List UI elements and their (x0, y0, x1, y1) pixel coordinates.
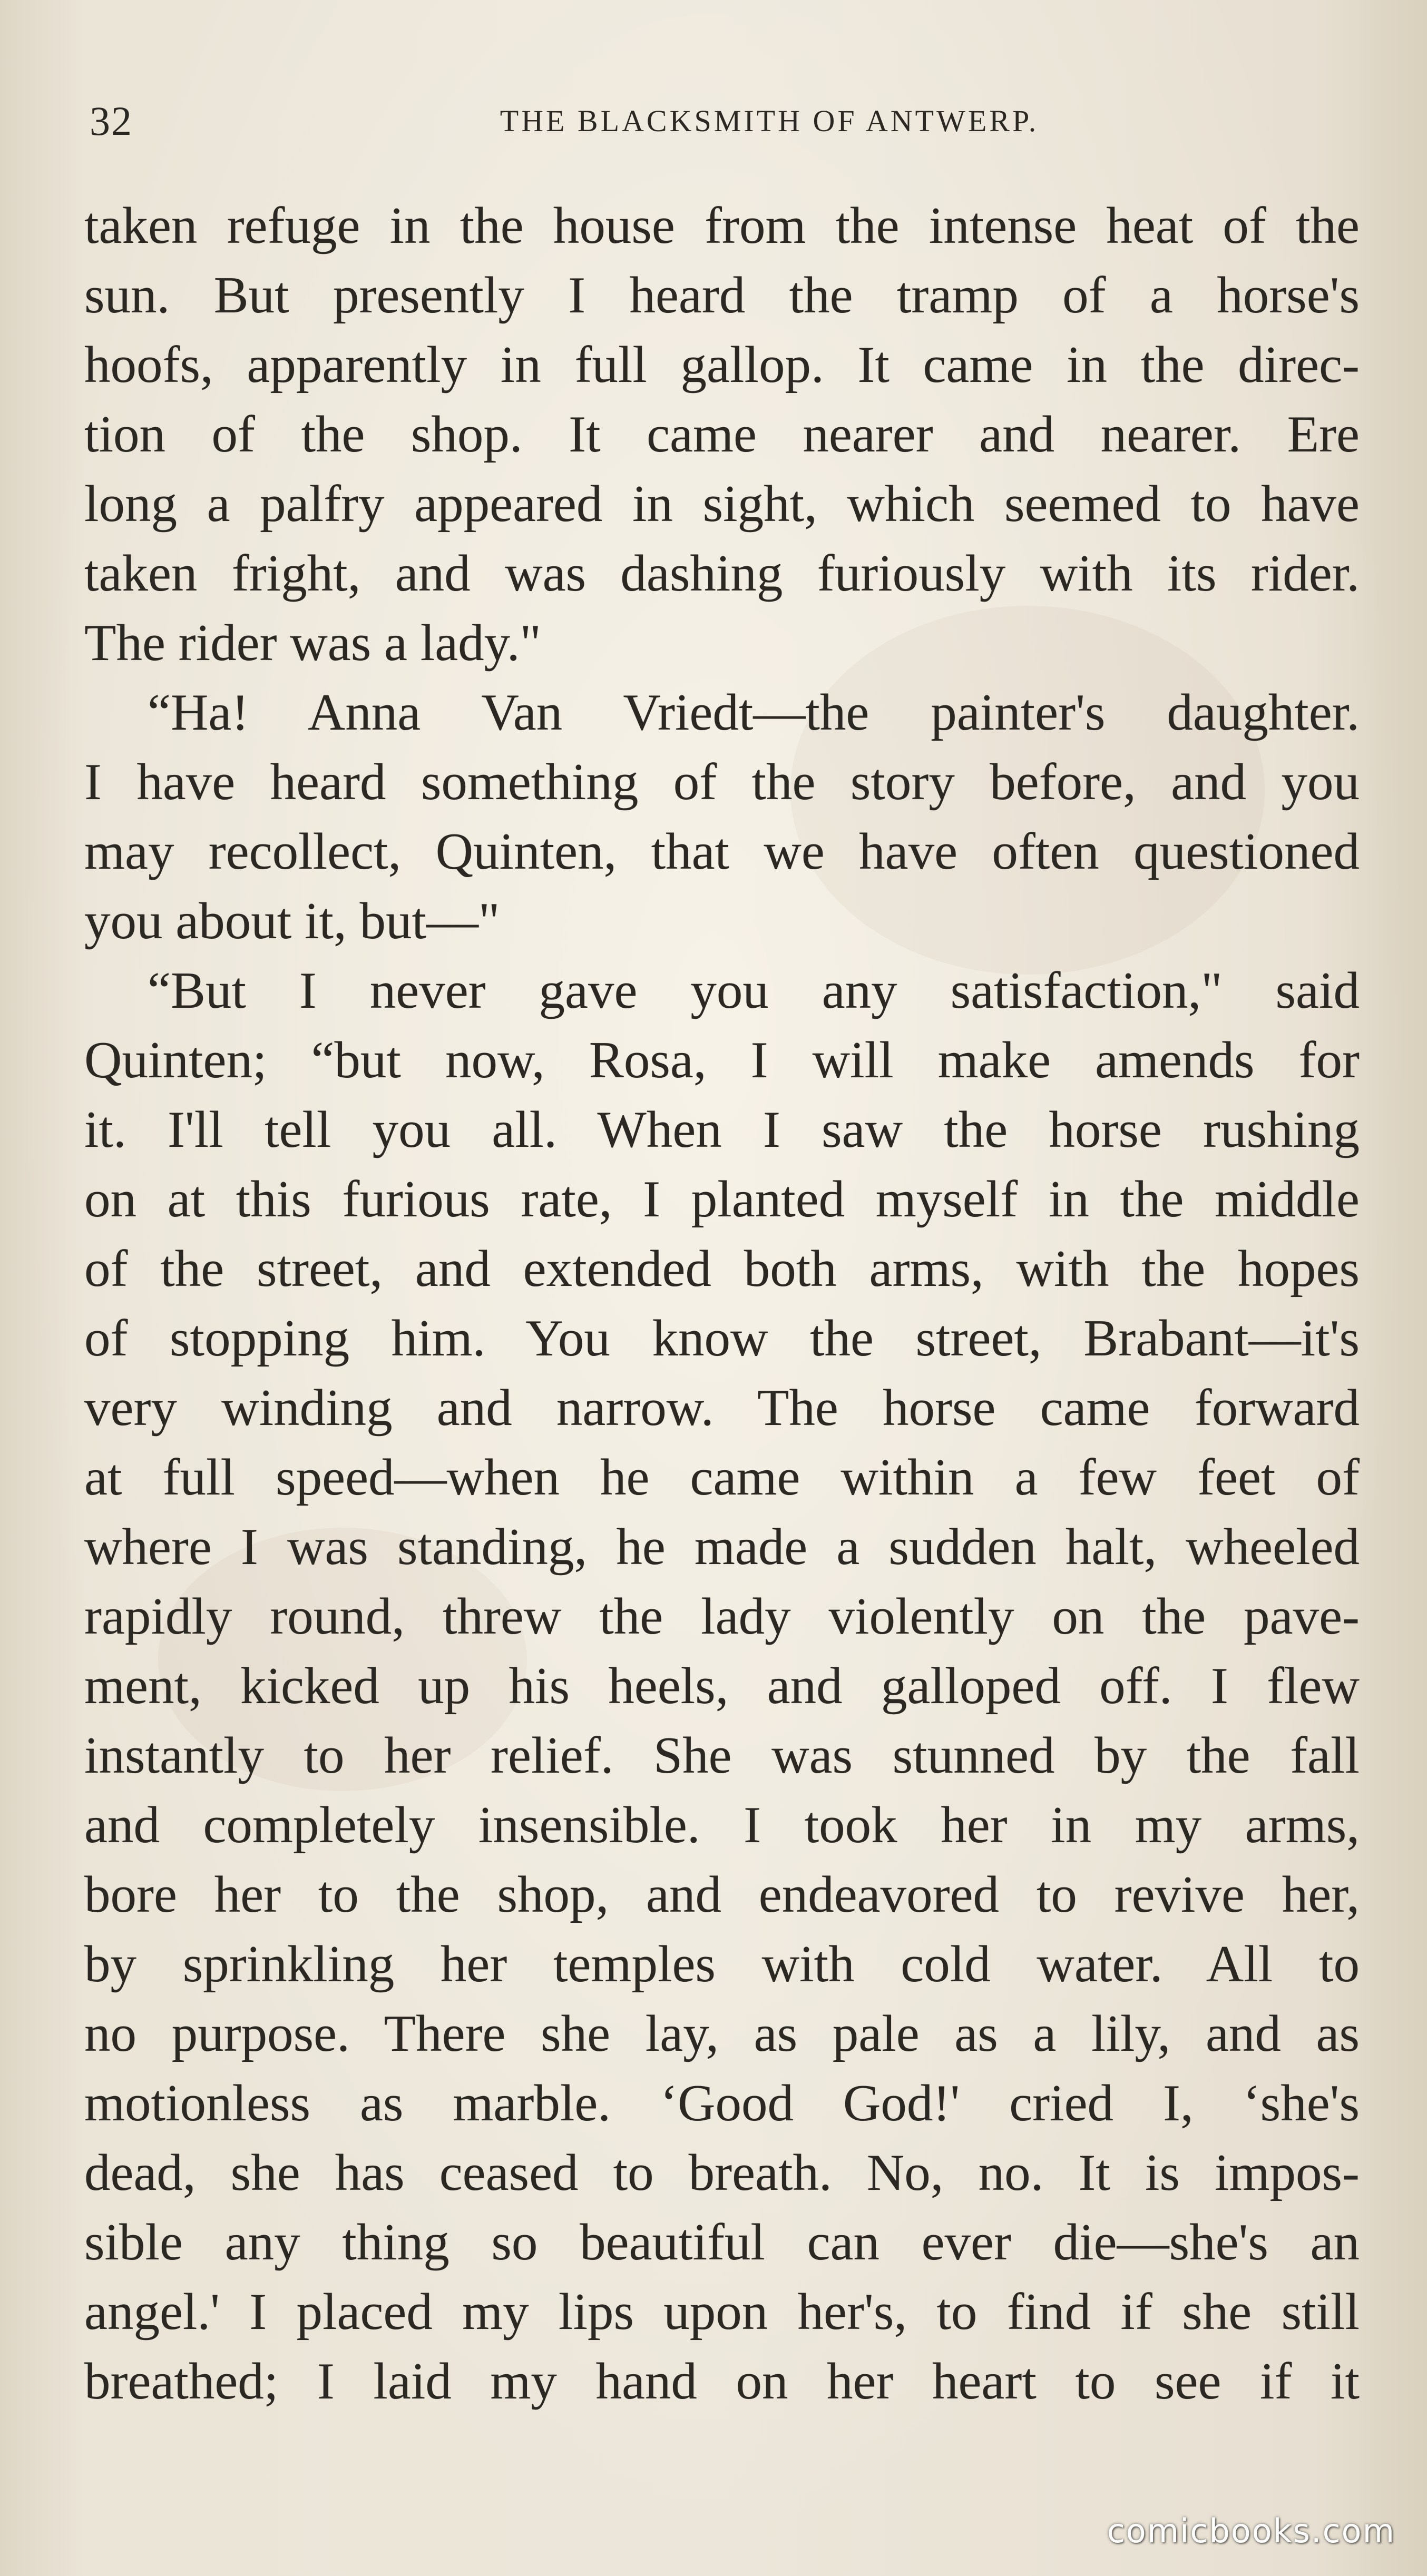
text-line: tion of the shop. It came nearer and nearer. Ere (84, 406, 1360, 463)
text-line: instantly to her relief. She was stunned by the fall (84, 1727, 1360, 1784)
text-line: sun. But presently I heard the tramp of a horse's (84, 267, 1360, 324)
body-text (84, 191, 1360, 2416)
text-line: sible any thing so beautiful can ever die—she's an (84, 2214, 1360, 2271)
text-line: of the street, and extended both arms, with the hopes (84, 1240, 1360, 1297)
text-line: rapidly round, threw the lady violently on the pave- (84, 1588, 1360, 1645)
text-line: may recollect, Quinten, that we have often questioned (84, 823, 1360, 880)
text-line: no purpose. There she lay, as pale as a lily, and as (84, 2005, 1360, 2062)
text-line: and completely insensible. I took her in my arms, (84, 1796, 1360, 1854)
text-line: long a palfry appeared in sight, which seemed to have (84, 475, 1360, 533)
text-line: bore her to the shop, and endeavored to revive her, (84, 1866, 1360, 1923)
text-line: on at this furious rate, I planted myself in the middle (84, 1171, 1360, 1228)
text-line: by sprinkling her temples with cold water. All to (84, 1935, 1360, 1993)
text-line: The rider was a lady." (84, 614, 541, 672)
text-line: taken fright, and was dashing furiously with its rider. (84, 545, 1360, 602)
text-line: ment, kicked up his heels, and galloped off. I flew (84, 1657, 1360, 1715)
text-line: it. I'll tell you all. When I saw the horse rushing (84, 1101, 1360, 1158)
text-line: very winding and narrow. The horse came forward (84, 1379, 1360, 1437)
text-line: breathed; I laid my hand on her heart to see if it (84, 2353, 1360, 2410)
watermark: comicbooks.com (1107, 2512, 1395, 2550)
text-line: angel.' I placed my lips upon her's, to find if she still (84, 2283, 1360, 2341)
text-line: at full speed—when he came within a few feet of (84, 1449, 1360, 1506)
text-line: “But I never gave you any satisfaction," said (148, 962, 1360, 1019)
page-number: 32 (90, 98, 133, 144)
text-line: where I was standing, he made a sudden halt, wheeled (84, 1518, 1360, 1576)
text-line: of stopping him. You know the street, Brabant—it's (84, 1310, 1360, 1367)
text-line: hoofs, apparently in full gallop. It came in the direc- (84, 336, 1360, 394)
text-line: motionless as marble. ‘Good God!' cried I, ‘she's (84, 2074, 1360, 2132)
text-line: taken refuge in the house from the intense heat of the (84, 197, 1360, 254)
text-line: dead, she has ceased to breath. No, no. It is impos- (84, 2144, 1360, 2201)
text-line: Quinten; “but now, Rosa, I will make amends for (84, 1031, 1360, 1089)
text-line: “Ha! Anna Van Vriedt—the painter's daughter. (148, 684, 1360, 741)
text-line: I have heard something of the story before, and you (84, 753, 1360, 811)
page-header (90, 92, 1365, 150)
text-line: you about it, but—" (84, 892, 500, 950)
running-head: THE BLACKSMITH OF ANTWERP. (500, 104, 1039, 138)
